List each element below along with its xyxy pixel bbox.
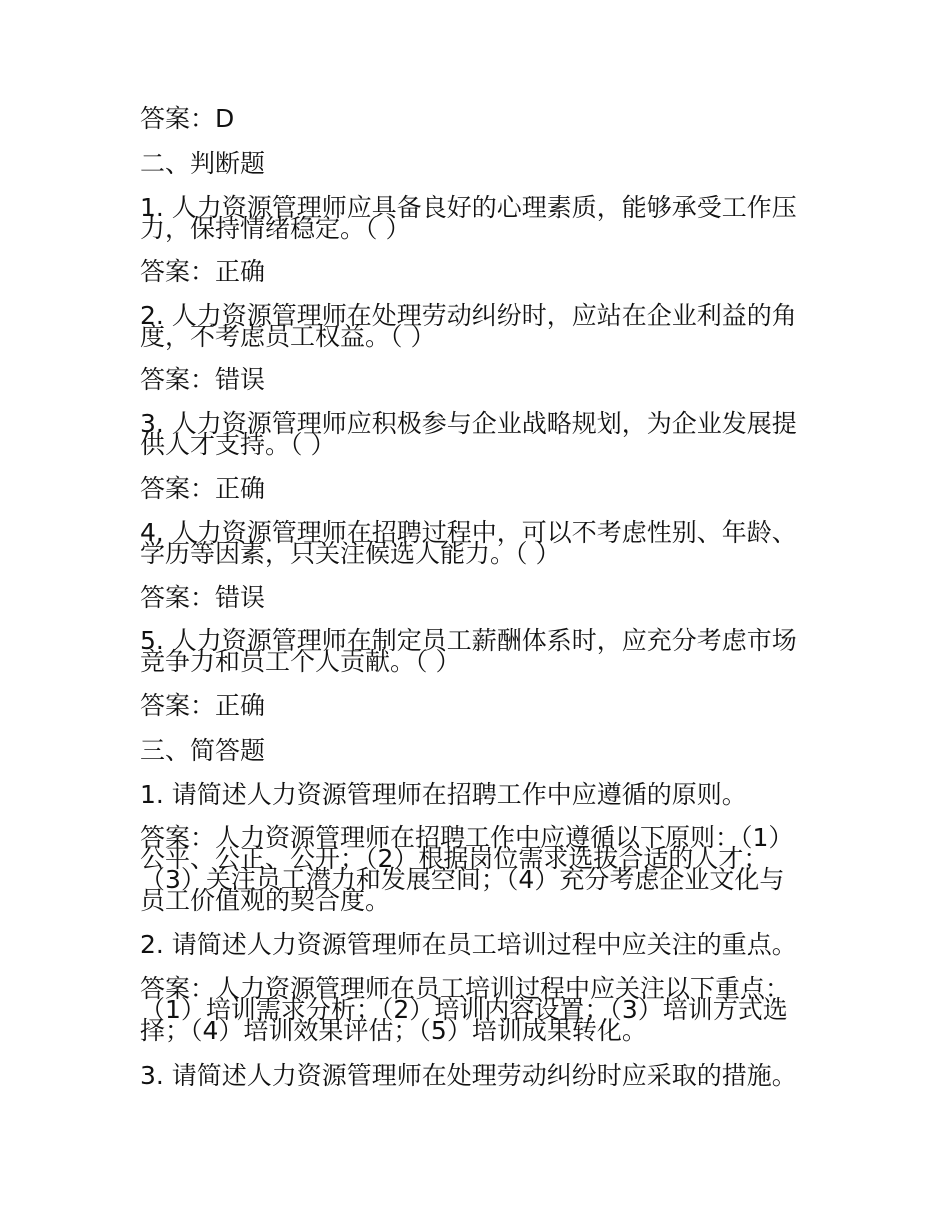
- question-text: 3. 人力资源管理师应积极参与企业战略规划，为企业发展提供人才支持。（ ）: [140, 409, 797, 459]
- answer-text: 答案：人力资源管理师在员工培训过程中应关注以下重点：（1）培训需求分析；（2）培训内容设置；（3）培训方式选择；（4）培训效果评估；（5）培训成果转化。: [140, 974, 791, 1045]
- section-heading: 三、简答题: [140, 736, 266, 765]
- document-page: [140, 0, 820, 1230]
- question-text: 2. 请简述人力资源管理师在员工培训过程中应关注的重点。: [140, 930, 797, 959]
- question-text: 1. 人力资源管理师应具备良好的心理素质，能够承受工作压力，保持情绪稳定。（ ）: [140, 193, 797, 243]
- question-text: 4. 人力资源管理师在招聘过程中，可以不考虑性别、年龄、学历等因素，只关注候选人能力。（ ）: [140, 518, 797, 568]
- answer-text: 答案：错误: [140, 583, 266, 612]
- answer-text: 答案：D: [140, 104, 235, 133]
- question-text: 2. 人力资源管理师在处理劳动纠纷时，应站在企业利益的角度，不考虑员工权益。（ ）: [140, 301, 797, 351]
- answer-text: 答案：正确: [140, 691, 266, 720]
- question-text: 5. 人力资源管理师在制定员工薪酬体系时，应充分考虑市场竞争力和员工个人贡献。（ ）: [140, 626, 797, 676]
- answer-text: 答案：正确: [140, 257, 266, 286]
- answer-text: 答案：人力资源管理师在招聘工作中应遵循以下原则：（1）公平、公正、公开；（2）根据岗位需求选拔合适的人才；（3）关注员工潜力和发展空间；（4）充分考虑企业文化与员工价值观的契合度。: [140, 823, 794, 915]
- question-text: 3. 请简述人力资源管理师在处理劳动纠纷时应采取的措施。: [140, 1061, 797, 1090]
- answer-text: 答案：正确: [140, 474, 266, 503]
- answer-text: 答案：错误: [140, 365, 266, 394]
- section-heading: 二、判断题: [140, 149, 266, 178]
- question-text: 1. 请简述人力资源管理师在招聘工作中应遵循的原则。: [140, 780, 747, 809]
